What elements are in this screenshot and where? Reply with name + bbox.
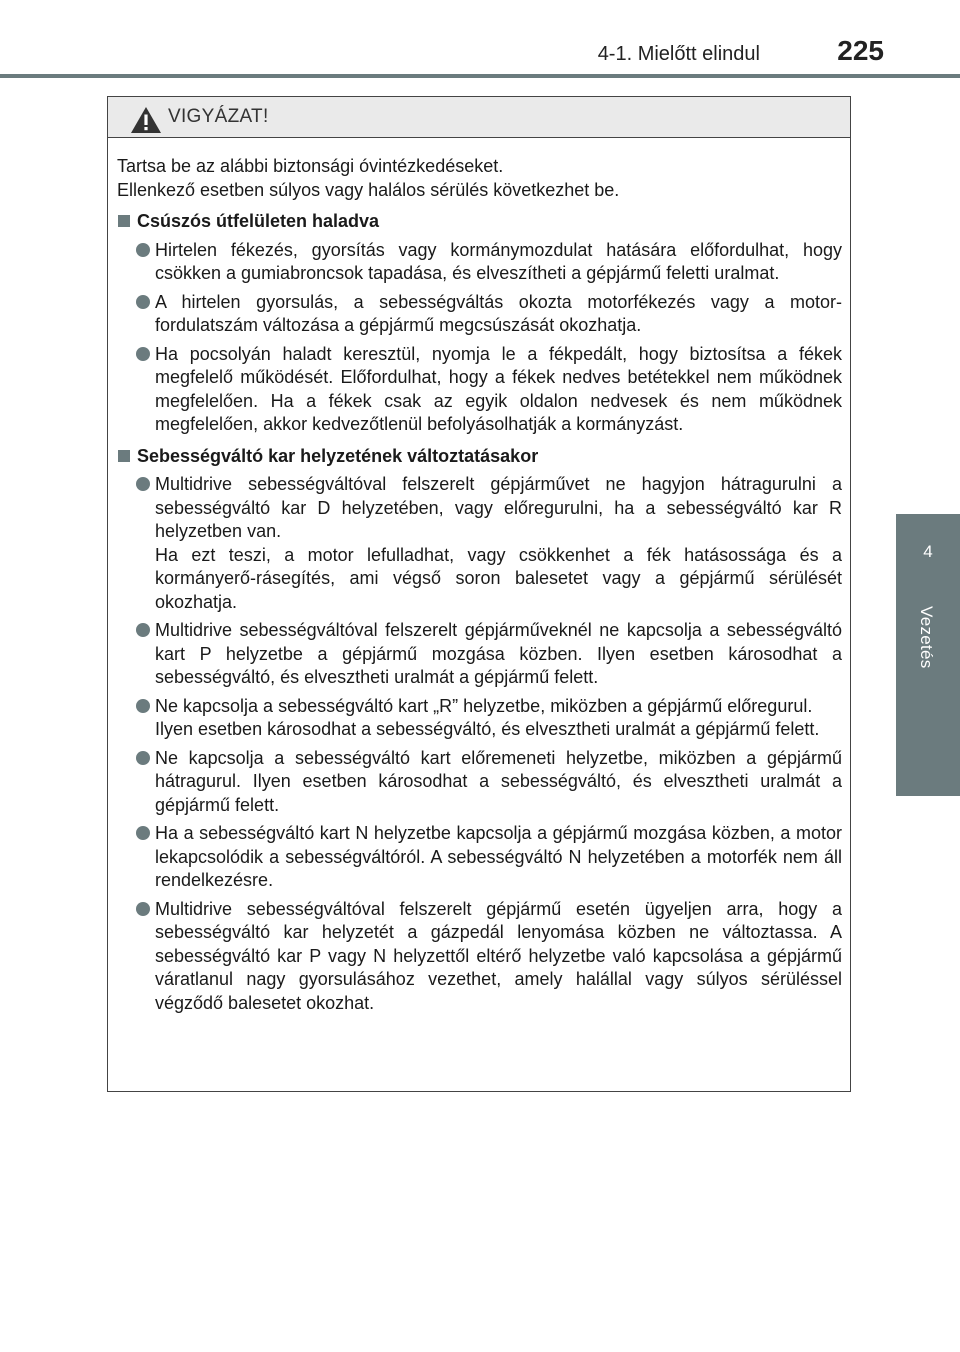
list-item: A hirtelen gyorsulás, a sebességváltás okozta motorfékezés vagy a motorfordulatszám változása a gépjármű megcsúszását okozhatja. — [117, 291, 842, 338]
intro-line: Tartsa be az alábbi biztonsági óvintézkedéseket. — [117, 156, 504, 176]
list-item: Ha a sebességváltó kart N helyzetbe kapcsolja a gépjármű mozgása közben, a motor lekapcsolódik a sebességváltóról. A sebességváltó N helyzetében a motorfék nem áll rendelkezésre. — [117, 822, 842, 893]
round-bullet-icon — [136, 295, 150, 309]
section-title: 4-1. Mielőtt elindul — [597, 43, 760, 65]
round-bullet-icon — [136, 902, 150, 916]
list-item: Multidrive sebességváltóval felszerelt gépjárművet ne hagyjon hátragurulni a sebességváltó kar D helyzetében, vagy előregurulni, ha a sebességváltó kar R helyzetben van. Ha ezt teszi, a motor lefulladhat, vagy csökkenhet a fék hatásossága és a kormányerő-rásegítés, ami végső soron balesetet vagy a gépjármű sérülését okozhatja. — [117, 473, 842, 614]
section-heading: Sebességváltó kar helyzetének változtatásakor — [117, 445, 842, 469]
warning-triangle-icon — [130, 106, 162, 134]
round-bullet-icon — [136, 623, 150, 637]
warning-body — [108, 138, 850, 1015]
page-number: 225 — [837, 35, 884, 66]
list-item: Multidrive sebességváltóval felszerelt gépjárműveknél ne kapcsolja a sebességváltó kart P helyzetbe a gépjármű mozgása közben. Ilyen esetben károsodhat a sebességváltó, és elvesztheti uralmát a gépjármű felett. — [117, 619, 842, 690]
square-bullet-icon — [118, 215, 130, 227]
warning-box — [107, 96, 851, 1092]
warning-header — [108, 97, 850, 138]
round-bullet-icon — [136, 477, 150, 491]
list-item: Multidrive sebességváltóval felszerelt gépjármű esetén ügyeljen arra, hogy a sebességváltó kar helyzetét a gázpedál lenyomása közben ne változtassa. A sebességváltó kar P vagy N helyzettől eltérő helyzetbe való kapcsolása a gépjármű váratlanul nagy gyorsulásához vezethet, amely halállal vagy súlyos sérüléssel végződő balesetet okozhat. — [117, 898, 842, 1016]
chapter-label: Vezetés — [917, 606, 936, 669]
list-item: Hirtelen fékezés, gyorsítás vagy kormánymozdulat hatására előfordulhat, hogy csökken a gumiabroncsok tapadása, és elveszítheti a gépjármű feletti uralmat. — [117, 239, 842, 286]
intro-line: Ellenkező esetben súlyos vagy halálos sérülés következhet be. — [117, 179, 620, 200]
round-bullet-icon — [136, 243, 150, 257]
chapter-side-tab — [896, 514, 960, 796]
chapter-number: 4 — [923, 542, 933, 561]
list-item: Ne kapcsolja a sebességváltó kart „R” helyzetbe, miközben a gépjármű előregurul. Ilyen esetben károsodhat a sebességváltó, és elvesztheti uralmát a gépjármű felett. — [117, 695, 842, 742]
header-rule — [0, 74, 960, 78]
round-bullet-icon — [136, 699, 150, 713]
round-bullet-icon — [136, 751, 150, 765]
warning-title: VIGYÁZAT! — [168, 106, 269, 127]
list-item: Ha pocsolyán haladt keresztül, nyomja le a fékpedált, hogy biztosítsa a fékek megfelelő működését. Előfordulhat, hogy a fékek nedves betétekkel nem működnek megfelelően. Ha a fékek csak az egyik oldalon nedvesek és nem működnek megfelelően, akkor kedvezőtlenül befolyásolhatják a kormányzást. — [117, 343, 842, 437]
round-bullet-icon — [136, 347, 150, 361]
section-heading: Csúszós útfelületen haladva — [117, 210, 842, 234]
square-bullet-icon — [118, 450, 130, 462]
round-bullet-icon — [136, 826, 150, 840]
list-item: Ne kapcsolja a sebességváltó kart előremeneti helyzetbe, miközben a gépjármű hátragurul. Ilyen esetben károsodhat a sebességváltó, és elvesztheti uralmát a gépjármű felett. — [117, 747, 842, 818]
